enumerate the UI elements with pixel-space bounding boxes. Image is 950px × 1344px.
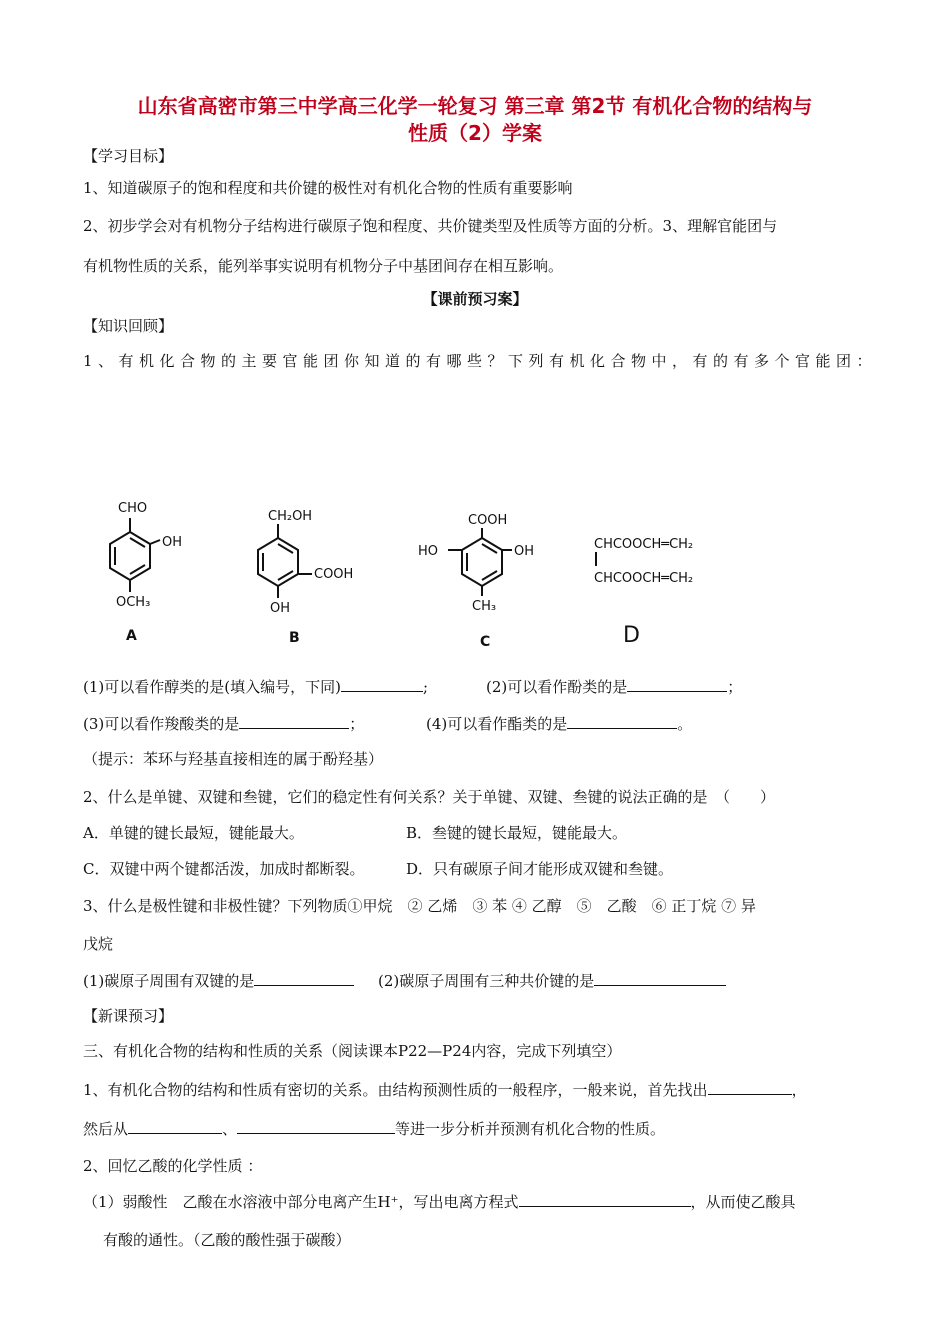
answer-blank-1-4[interactable] (567, 714, 677, 729)
option-2-d[interactable]: D．只有碳原子间才能形成双键和叁键。 (406, 860, 674, 878)
paragraph-1b: 然后从 、 等进一步分析并预测有机化合物的性质。 (83, 1120, 666, 1138)
page-title-line2: 性质（2）学案 (408, 121, 542, 145)
question-1-2: (2)可以看作酚类的是 ； (486, 678, 743, 696)
question-3-2: (2)碳原子周围有三种共价键的是 (378, 970, 726, 991)
structure-a (110, 501, 182, 644)
structure-b-right: COOH (314, 567, 354, 582)
structure-b-bottom: OH (270, 601, 291, 616)
goal-item-2a: 2、初步学会对有机物分子结构进行碳原子饱和程度、共价键类型及性质等方面的分析。3、理解官能团与 (83, 217, 778, 235)
question-2: 2、什么是单键、双键和叁键，它们的稳定性有何关系？关于单键、双键、叁键的说法正确的是 （ ） (83, 788, 776, 806)
answer-blank-3-2[interactable] (594, 971, 726, 986)
answer-blank-p1-c[interactable] (237, 1119, 395, 1134)
structure-d-line2: CHCOOCH═CH₂ (594, 571, 694, 586)
question-1-4: (4)可以看作酯类的是 。 (426, 715, 693, 733)
answer-blank-1-1[interactable] (341, 677, 423, 692)
paragraph-3a: （1）弱酸性 乙酸在水溶液中部分电离产生H⁺，写出电离方程式 ，从而使乙酸具 (83, 1193, 796, 1211)
structure-d (594, 537, 693, 648)
question-3b: 戊烷 (83, 935, 114, 953)
new-lesson-heading: 【新课预习】 (83, 1007, 174, 1025)
structure-c-left: HO (418, 544, 439, 559)
preview-heading: 【课前预习案】 (422, 290, 528, 308)
page-title-line1: 山东省高密市第三中学高三化学一轮复习 第三章 第2节 有机化合物的结构与 (137, 94, 813, 118)
structure-a-right: OH (162, 535, 183, 550)
paragraph-3b: 有酸的通性。（乙酸的酸性强于碳酸） (103, 1231, 351, 1249)
question-1-3: (3)可以看作羧酸类的是 ； (83, 715, 365, 733)
answer-blank-3-1[interactable] (254, 971, 354, 986)
goals-heading: 【学习目标】 (83, 147, 174, 165)
goal-item-2b: 有机物性质的关系，能列举事实说明有机物分子中基团间存在相互影响。 (83, 257, 564, 275)
paragraph-1a: 1、有机化合物的结构和性质有密切的关系。由结构预测性质的一般程序，一般来说，首先找出 ， (83, 1081, 807, 1099)
structure-c-bottom: CH₃ (472, 599, 497, 614)
answer-blank-p1-a[interactable] (708, 1080, 792, 1095)
structure-a-top: CHO (118, 501, 148, 516)
answer-blank-1-2[interactable] (627, 677, 727, 692)
question-1: 1、有机化合物的主要官能团你知道的有哪些？下列有机化合物中，有的有多个官能团： (83, 352, 878, 370)
paragraph-2: 2、回忆乙酸的化学性质 ： (83, 1157, 263, 1175)
structure-c (418, 513, 534, 650)
answer-blank-p1-b[interactable] (128, 1119, 222, 1134)
section-3-heading: 三、有机化合物的结构和性质的关系（阅读课本P22—P24内容，完成下列填空） (83, 1042, 622, 1060)
structure-b (258, 509, 353, 646)
option-2-b[interactable]: B．叁键的键长最短，键能最大。 (406, 824, 628, 842)
structure-b-top: CH₂OH (268, 509, 313, 524)
goal-item-1: 1、知道碳原子的饱和程度和共价键的极性对有机化合物的性质有重要影响 (83, 179, 573, 197)
answer-blank-p3[interactable] (519, 1192, 691, 1207)
question-1-1: (1)可以看作醇类的是(填入编号，下同) ; (83, 678, 429, 696)
hint-text: （提示：苯环与羟基直接相连的属于酚羟基） (83, 750, 384, 768)
answer-blank-1-3[interactable] (239, 714, 349, 729)
structure-a-label: A (126, 628, 137, 644)
option-2-c[interactable]: C．双键中两个键都活泼，加成时都断裂。 (83, 860, 365, 878)
structure-c-label: C (480, 634, 491, 650)
question-3-1: (1)碳原子周围有双键的是 (83, 970, 354, 991)
structure-a-bottom: OCH₃ (116, 595, 151, 610)
structure-b-label: B (289, 630, 300, 646)
structure-c-right: OH (514, 544, 535, 559)
chemical-structures (80, 490, 880, 650)
structure-d-line1: CHCOOCH═CH₂ (594, 537, 694, 552)
option-2-a[interactable]: A．单键的键长最短，键能最大。 (83, 824, 304, 842)
question-3a: 3、什么是极性键和非极性键？下列物质①甲烷 ② 乙烯 ③ 苯 ④ 乙醇 ⑤ 乙酸 ⑥ 正丁烷 ⑦ 异 (83, 897, 756, 915)
structure-d-label: D (623, 623, 640, 648)
review-heading: 【知识回顾】 (83, 317, 174, 335)
structure-c-top: COOH (468, 513, 508, 528)
